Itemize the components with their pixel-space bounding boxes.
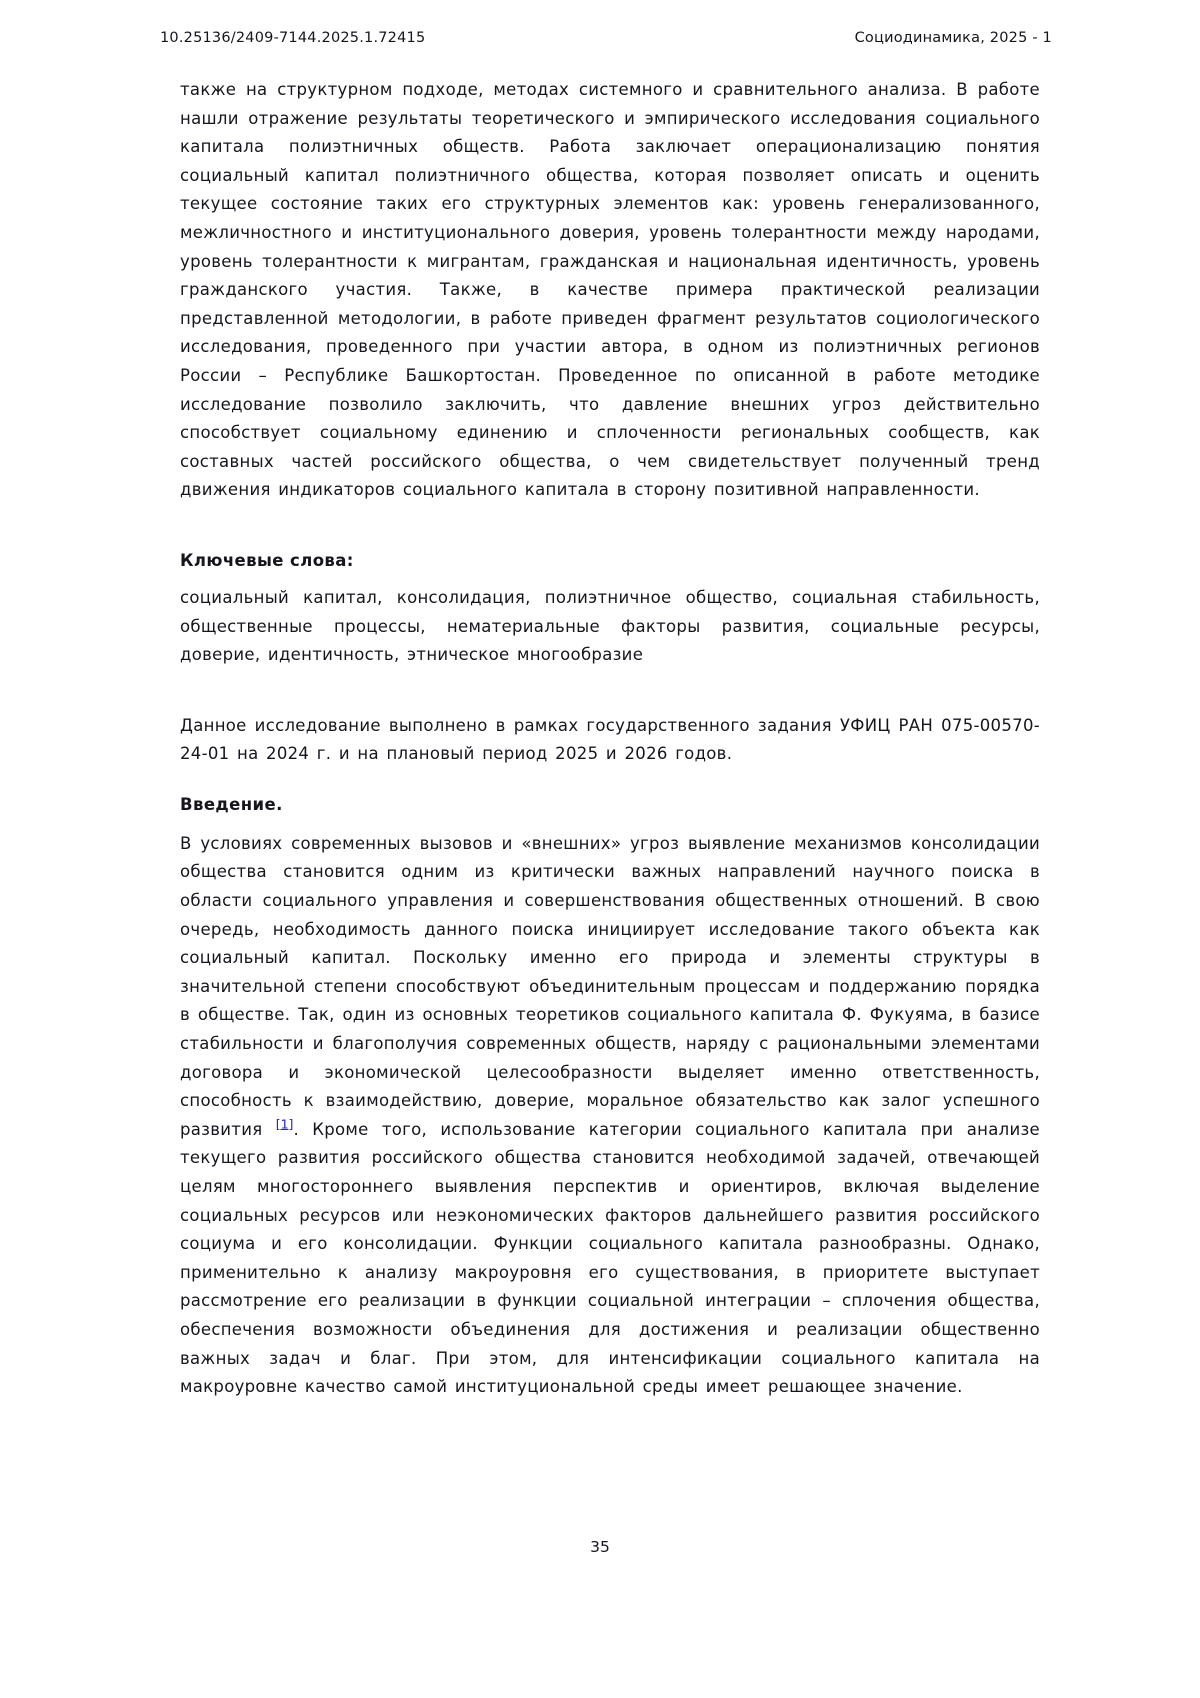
journal-issue-text: Социодинамика, 2025 - 1 [854,30,1052,46]
introduction-heading: Введение. [180,794,283,814]
page-footer [0,1538,1200,1556]
keywords-paragraph: социальный капитал, консолидация, полиэтничное общество, социальная стабильность, общественные процессы, нематериальные факторы развития, социальные ресурсы, доверие, идентичность, этническое многообразие [180,587,1040,665]
reference-link-1[interactable]: [1] [275,1116,294,1132]
introduction-paragraph [180,830,1040,1402]
doi-text: 10.25136/2409-7144.2025.1.72415 [160,30,426,46]
keywords-heading: Ключевые слова: [180,550,354,570]
abstract-continuation-paragraph: также на структурном подходе, методах системного и сравнительного анализа. В работе нашли отражение результаты теоретического и эмпирического исследования социального капитала полиэтничных обществ. Работа заключает операционализацию понятия социальный капитал полиэтничного общества, которая позволяет описать и оценить текущее состояние таких его структурных элементов как: уровень генерализованного, межличностного и институционального доверия, уровень толерантности между народами, уровень толерантности к мигрантам, гражданская и национальная идентичность, уровень гражданского участия. Также, в качестве примера практической реализации представленной методологии, в работе приведен фрагмент результатов социологического исследования, проведенного при участии автора, в одном из полиэтничных регионов России – Республике Башкортостан. Проведенное по описанной в работе методике исследование позволило заключить, что давление внешних угроз действительно способствует социальному единению и сплоченности региональных сообществ, как составных частей российского общества, о чем свидетельствует полученный тренд движения индикаторов социального капитала в сторону позитивной направленности. [180,80,1040,500]
funding-note-paragraph: Данное исследование выполнено в рамках государственного задания УФИЦ РАН 075-00570-24-01 на 2024 г. и на плановый период 2025 и 2026 годов. [180,715,1040,764]
page-number: 35 [590,1538,610,1556]
page-header [160,30,1052,46]
introduction-text-after-reference: . Кроме того, использование категории социального капитала при анализе текущего развития российского общества становится необходимой задачей, отвечающей целям многостороннего выявления перспектив и ориентиров, включая выделение социальных ресурсов или неэкономических факторов дальнейшего развития российского социума и его консолидации. Функции социального капитала разнообразны. Однако, применительно к анализу макроуровня его существования, в приоритете выступает рассмотрение его реализации в функции социальной интеграции – сплочения общества, обеспечения возможности объединения для достижения и реализации общественно важных задач и благ. При этом, для интенсификации социального капитала на макроуровне качество самой институциональной среды имеет решающее значение. [180,1119,1040,1397]
page-body [180,76,1040,1402]
introduction-text-before-reference: В условиях современных вызовов и «внешних» угроз выявление механизмов консолидации общества становится одним из критически важных направлений научного поиска в области социального управления и совершенствования общественных отношений. В свою очередь, необходимость данного поиска инициирует исследование такого объекта как социальный капитал. Поскольку именно его природа и элементы структуры в значительной степени способствуют объединительным процессам и поддержанию порядка в обществе. Так, один из основных теоретиков социального капитала Ф. Фукуяма, в базисе стабильности и благополучия современных обществ, наряду с рациональными элементами договора и экономической целесообразности выделяет именно ответственность, способность к взаимодействию, доверие, моральное обязательство как залог успешного развития [180,833,1040,1139]
